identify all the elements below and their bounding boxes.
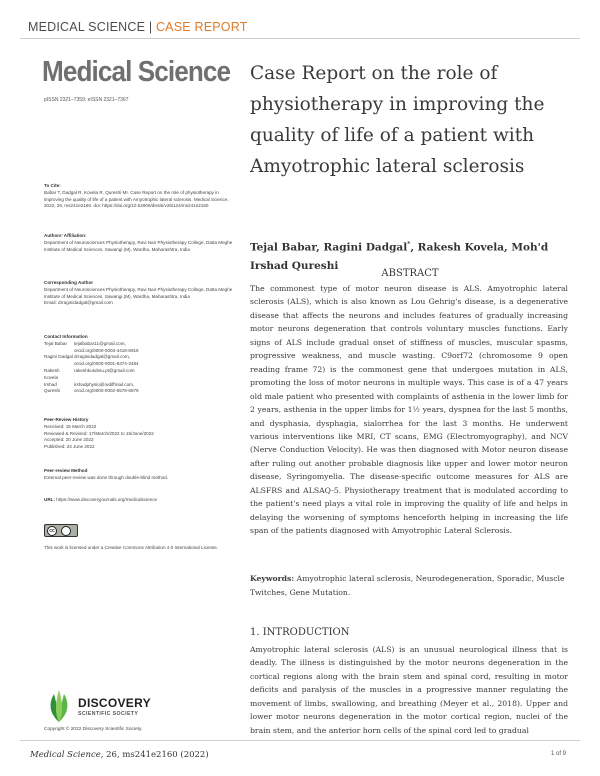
history-heading: Peer-Review History (44, 417, 89, 422)
cite-heading: To Cite: (44, 183, 61, 188)
introduction-text: Amyotrophic lateral sclerosis (ALS) is an unusual neurological illness that is deadly. The illness is distinguished by the motor neurons degeneration in the cortical regions along with the brain stem and spinal cord, resulting in motor deficits and paralysis of the muscles in a progressive manner regulating the movement of limbs, swallowing, and breathing (Meyer et al., 2018). Upper and lower motor neurons degeneration in the motor cortical region, nuclei of the brain stem, and the anterior horn cells of the spinal cord led to gradual (250, 645, 568, 735)
contact-block (44, 334, 234, 395)
introduction-heading: 1. INTRODUCTION (250, 627, 350, 638)
header-separator: | (145, 20, 156, 34)
keywords-text: Amyotrophic lateral sclerosis, Neurodegeneration, Sporadic, Muscle Twitches, Gene Mutation. (250, 574, 565, 597)
article-title: Case Report on the role of physiotherapy in improving the quality of life of a patient with Amyotrophic lateral sclerosis (250, 63, 545, 177)
history-block (44, 417, 234, 451)
peer-method-block (44, 468, 234, 482)
contact-row (44, 382, 234, 396)
publisher-name: DISCOVERY (78, 695, 151, 710)
article-type: CASE REPORT (155, 20, 248, 34)
license-text: This work is licensed under a Creative Commons Attribution 4.0 International License. (44, 545, 219, 550)
authors-line2: Irshad Qureshi (250, 259, 339, 272)
publisher-logo (44, 688, 151, 724)
cc-license-badge[interactable] (44, 524, 78, 537)
url-link[interactable]: https://www.discoveryjournals.org/medicalscience (54, 497, 158, 502)
contact-row (44, 341, 234, 355)
contact-orcid[interactable]: orcid.org/0000-0002-6578-6579 (74, 388, 139, 394)
authors-line1-pre: Tejal Babar, Ragini Dadgal (250, 241, 408, 254)
contact-row (44, 354, 234, 368)
history-item: Reviewed & Revised: 17/March/2022 to 15/June/2022 (44, 430, 154, 436)
contact-heading: Contact Information (44, 334, 88, 339)
corresponding-mark: * (407, 241, 411, 248)
history-item: Accepted: 20 June 2022 (44, 437, 94, 443)
peer-method-heading: Peer-review Method (44, 468, 88, 473)
authors-line1-post: , Rakesh Kovela, Moh'd (410, 241, 549, 254)
abstract-heading: ABSTRACT (381, 268, 439, 279)
header-divider (20, 38, 580, 39)
keywords (250, 572, 568, 599)
contact-email[interactable]: drraginidadgal@gmail.com, (74, 354, 130, 360)
contact-name: Tejal Babar (44, 340, 67, 346)
issn-text: pISSN 2321–7359; eISSN 2321–7367 (44, 97, 129, 103)
journal-name: MEDICAL SCIENCE (28, 20, 146, 34)
abstract-text: The commonest type of motor neuron disease is ALS. Amyotrophic lateral sclerosis (ALS), which is also known as Lou Gehrig's disease, is a degenerative disease that affects the neurons and includes features of gradually increasing motor neurons degeneration that controls voluntary muscles functions. Early signs of ALS include gradual onset of stiffness of muscles, muscular spasms, progressive weakness, and muscle wasting. C9orf72 (chromosome 9 open reading frame 72) is the commonest gene that undergoes mutation in ALS, promoting the loss of motor neurons in multiple ways. This case is of a 47 years old male patient who presented with complaints of asthenia in the lower limb for 2 years, asthenia in the upper limbs for 1½ years, dyspnea for the last 5 months, and dysphasia, dysphagia, sialorrhea for the last 3 months. He underwent various interventions like MRI, CT scans, EMG (Electromyography), and NCV (Nerve Conduction Velocity). He was then diagnosed with Motor neuron disease after ruling out another probable diagnosis like upper and lower motor neuron disease, Syringomyelia. The disease-specific outcome measures for ALS are ALSFRS and ALSAQ-5. Physiotherapy treatment that is modulated according to the patient's need plays a vital role in improving the quality of life and helps in delaying the worsening of symptoms henceforth helping in increasing the life span of the patients diagnosed with Amyotrophic Lateral Sclerosis. (250, 284, 568, 536)
footer-divider (20, 740, 580, 741)
peer-method-text: External peer-review was done through double-blind method. (44, 474, 169, 480)
keywords-label: Keywords: (250, 574, 295, 583)
footer-citation (30, 750, 209, 760)
cite-block (44, 183, 234, 210)
corresponding-email[interactable]: Email: drraginidadgal@gmail.com (44, 300, 113, 306)
footer-journal: Medical Science (30, 750, 101, 760)
copyright-text: Copyright © 2022 Discovery Scientific Society. (44, 727, 143, 732)
url-label: URL: (44, 497, 55, 502)
contact-orcid[interactable]: orcid.org/0000-0003-4418-6916 (74, 347, 139, 353)
url-block (44, 497, 234, 504)
publisher-subtitle: SCIENTIFIC SOCIETY (78, 710, 139, 717)
corresponding-block (44, 280, 234, 307)
affiliation-heading: Authors' Affiliation: (44, 233, 87, 238)
contact-email[interactable]: irshadphysio@rediffmail.com, (74, 381, 135, 387)
contact-email[interactable]: rakeshkutubsu.pt@gmail.com (74, 367, 135, 373)
corresponding-heading: Corresponding Author (44, 280, 94, 285)
cc-icon: cc (47, 526, 57, 536)
page-number: 1 of 9 (550, 751, 566, 757)
contact-email[interactable]: tejalbabar11@gmail.com, (74, 340, 126, 346)
contact-name: Irshad Qureshi (44, 381, 61, 394)
affiliation-block (44, 233, 234, 253)
contact-row (44, 368, 234, 382)
leaf-icon (44, 688, 74, 724)
contact-name: Rakesh Kovela (44, 367, 60, 380)
history-item: Received: 15 March 2022 (44, 423, 97, 429)
history-item: Published: 24 June 2022 (44, 444, 95, 450)
journal-header (28, 20, 248, 34)
footer-citation-text: , 26, ms241e2160 (2022) (100, 750, 209, 760)
cite-text: Babar T, Dadgal R, Kovela R, Qureshi MI. Case Report on the role of physiotherapy in improving the quality of life of a patient with Amyotrophic lateral sclerosis. Medical Science, 2022, 26, ms241e2160. doi: https://doi.org/10.54905/disssi/v26i124/ms241e2160 (44, 189, 229, 209)
corresponding-text: Department of Neurosciences Physiotherapy, Ravi Nair Physiotherapy College, Datta Meghe Institute of Medical Sciences, Sawangi (M), Wardha, Maharashtra, India (44, 286, 233, 299)
person-icon (61, 526, 71, 536)
journal-logo: Medical Science (42, 56, 231, 88)
contact-orcid[interactable]: orcid.org/0000-0001-8374-3484 (74, 361, 139, 367)
affiliation-text: Department of Neurosciences Physiotherapy, Ravi Nair Physiotherapy College, Datta Meghe Institute of Medical Sciences, Sawangi (M), Wardha, Maharashtra, India (44, 239, 233, 252)
contact-name: Ragini Dadgal (44, 354, 73, 360)
